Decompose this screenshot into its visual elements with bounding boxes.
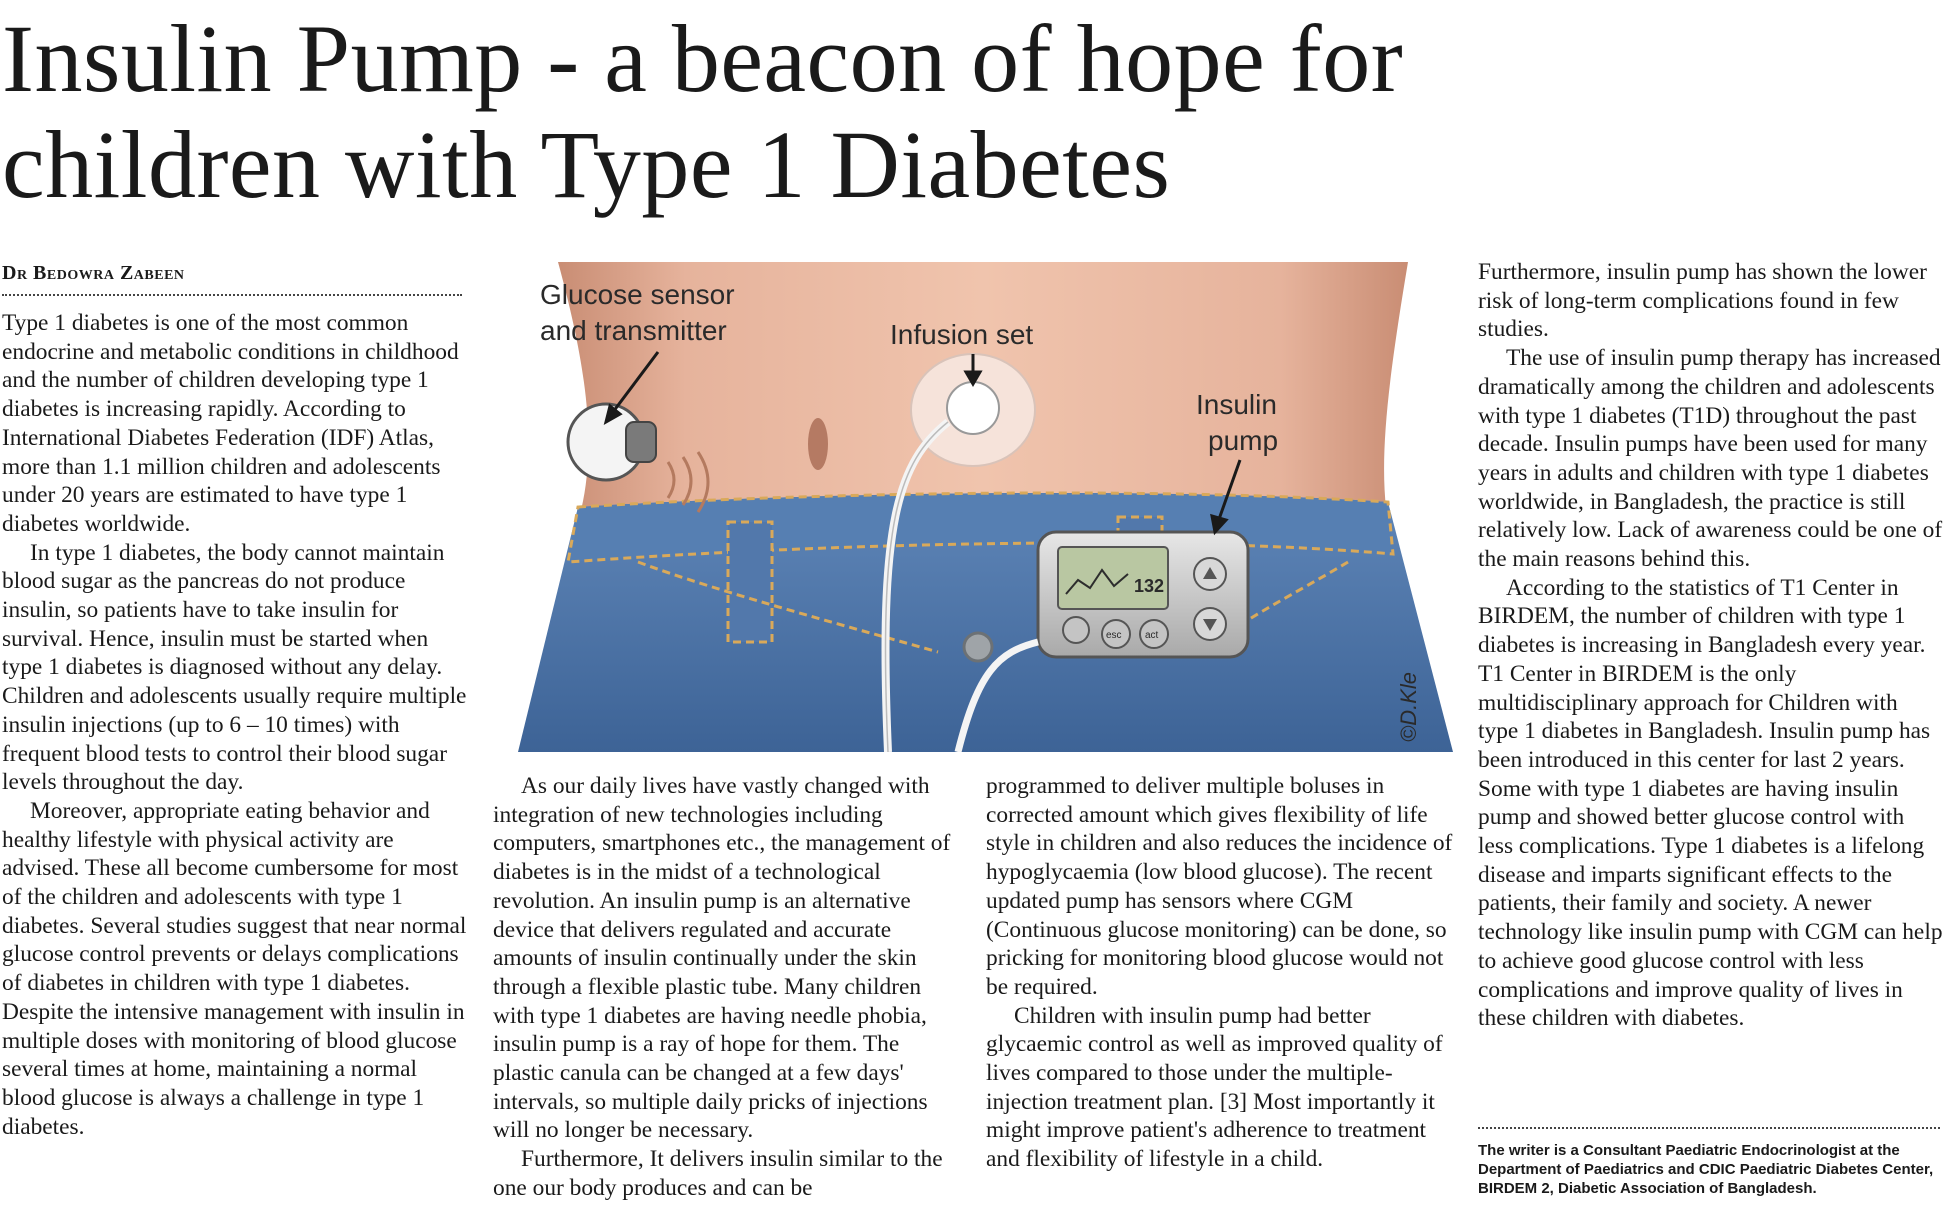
author-footnote: The writer is a Consultant Paediatric Endocrinologist at the Department of Paediatrics and CDIC Paediatric Diabetes Center, BIRDEM 2, Diabetic Association of Bangladesh. [1478, 1142, 1934, 1197]
article-column-1 [2, 309, 470, 1141]
paragraph: The use of insulin pump therapy has increased dramatically among the children and adolescents with type 1 diabetes (T1D) throughout the past decade. Insulin pumps have been used for many years in adults and children with type 1 diabetes worldwide, in Bangladesh, the practice is still relatively low. Lack of awareness could be one of the main reasons behind this. [1478, 345, 1943, 573]
article-column-3 [986, 772, 1456, 1174]
navel-shape [808, 418, 828, 470]
label-glucose-sensor-line-1: Glucose sensor [540, 279, 735, 310]
pump-screen-reading: 132 [1134, 576, 1165, 596]
article-column-2 [493, 772, 963, 1203]
paragraph: Moreover, appropriate eating behavior and healthy lifestyle with physical activity are advised. These all become cumbersome for most of the children and adolescents with type 1 diabetes. Several studies suggest that near normal glucose control prevents or delays complications of diabetes in children with type 1 diabetes. Despite the intensive management with insulin in multiple doses with monitoring of blood glucose several times at home, maintaining a normal blood glucose is always a challenge in type 1 diabetes. [2, 797, 467, 1140]
insulin-pump-illustration [518, 262, 1453, 752]
label-infusion-set: Infusion set [890, 319, 1034, 350]
byline: Dr Bedowra Zabeen [2, 262, 185, 284]
paragraph: Furthermore, It delivers insulin similar to the one our body produces and can be [493, 1146, 943, 1201]
headline-line-2: children with Type 1 Diabetes [2, 111, 1171, 218]
paragraph: Furthermore, insulin pump has shown the lower risk of long-term complications found in few studies. [1478, 259, 1927, 343]
paragraph: Children with insulin pump had better glycaemic control as well as improved quality of lives compared to those under the multiple-injection treatment plan. [3] Most importantly it might improve patient's adherence to treatment and flexibility of lifestyle in a child. [986, 1002, 1443, 1173]
paragraph: According to the statistics of T1 Center in BIRDEM, the number of children with type 1 diabetes is increasing in Bangladesh every year. T1 Center in BIRDEM is the only multidisciplinary approach for Children with type 1 diabetes in Bangladesh. Insulin pump has been introduced in this center for last 2 years. Some with type 1 diabetes are having insulin pump and showed better glucose control with less complications. Type 1 diabetes is a lifelong disease and imparts significant effects to the patients, their family and society. A newer technology like insulin pump with CGM can help to achieve good glucose control with less complications and improve quality of lives in these children with diabetes. [1478, 574, 1943, 1032]
paragraph: programmed to deliver multiple boluses in corrected amount which gives flexibility of life style in children and also reduces the incidence of hypoglycaemia (low blood glucose). The recent updated pump has sensors where CGM (Continuous glucose monitoring) can be done, so pricking for monitoring blood glucose would not be required. [986, 773, 1453, 1000]
headline [2, 6, 1622, 218]
paragraph: As our daily lives have vastly changed with integration of new technologies including computers, smartphones etc., the management of diabetes is in the midst of a technological revolution. An insulin pump is an alternative device that delivers regulated and accurate amounts of insulin continually under the skin through a flexible plastic tube. Many children with type 1 diabetes are having needle phobia, insulin pump is a ray of hope for them. The plastic canula can be changed at a few days' intervals, so multiple daily pricks of injections will no longer be necessary. [493, 773, 951, 1144]
label-glucose-sensor-line-2: and transmitter [540, 315, 727, 346]
headline-line-1: Insulin Pump - a beacon of hope for [2, 5, 1404, 112]
paragraph: Type 1 diabetes is one of the most common endocrine and metabolic conditions in childhood and the number of children developing type 1 diabetes is increasing rapidly. According to International Diabetes Federation (IDF) Atlas, more than 1.1 million children and adolescents under 20 years are estimated to have type 1 diabetes worldwide. [2, 310, 459, 537]
article-column-4 [1478, 258, 1943, 1033]
footnote-divider [1478, 1127, 1940, 1129]
byline-divider [2, 294, 462, 296]
paragraph: In type 1 diabetes, the body cannot maintain blood sugar as the pancreas do not produce insulin, so patients have to take insulin for survival. Hence, insulin must be started when type 1 diabetes is diagnosed without any delay. Children and adolescents usually require multiple insulin injections (up to 6 – 10 times) with frequent blood tests to control their blood sugar levels throughout the day. [2, 539, 467, 796]
pump-act-label: act [1145, 630, 1159, 641]
illustration-credit: ©D.Kle [1396, 671, 1421, 742]
label-insulin-pump-line-1: Insulin [1196, 389, 1277, 420]
label-insulin-pump-line-2: pump [1208, 425, 1279, 456]
pump-esc-label: esc [1106, 630, 1122, 641]
jeans-shape [518, 493, 1453, 752]
